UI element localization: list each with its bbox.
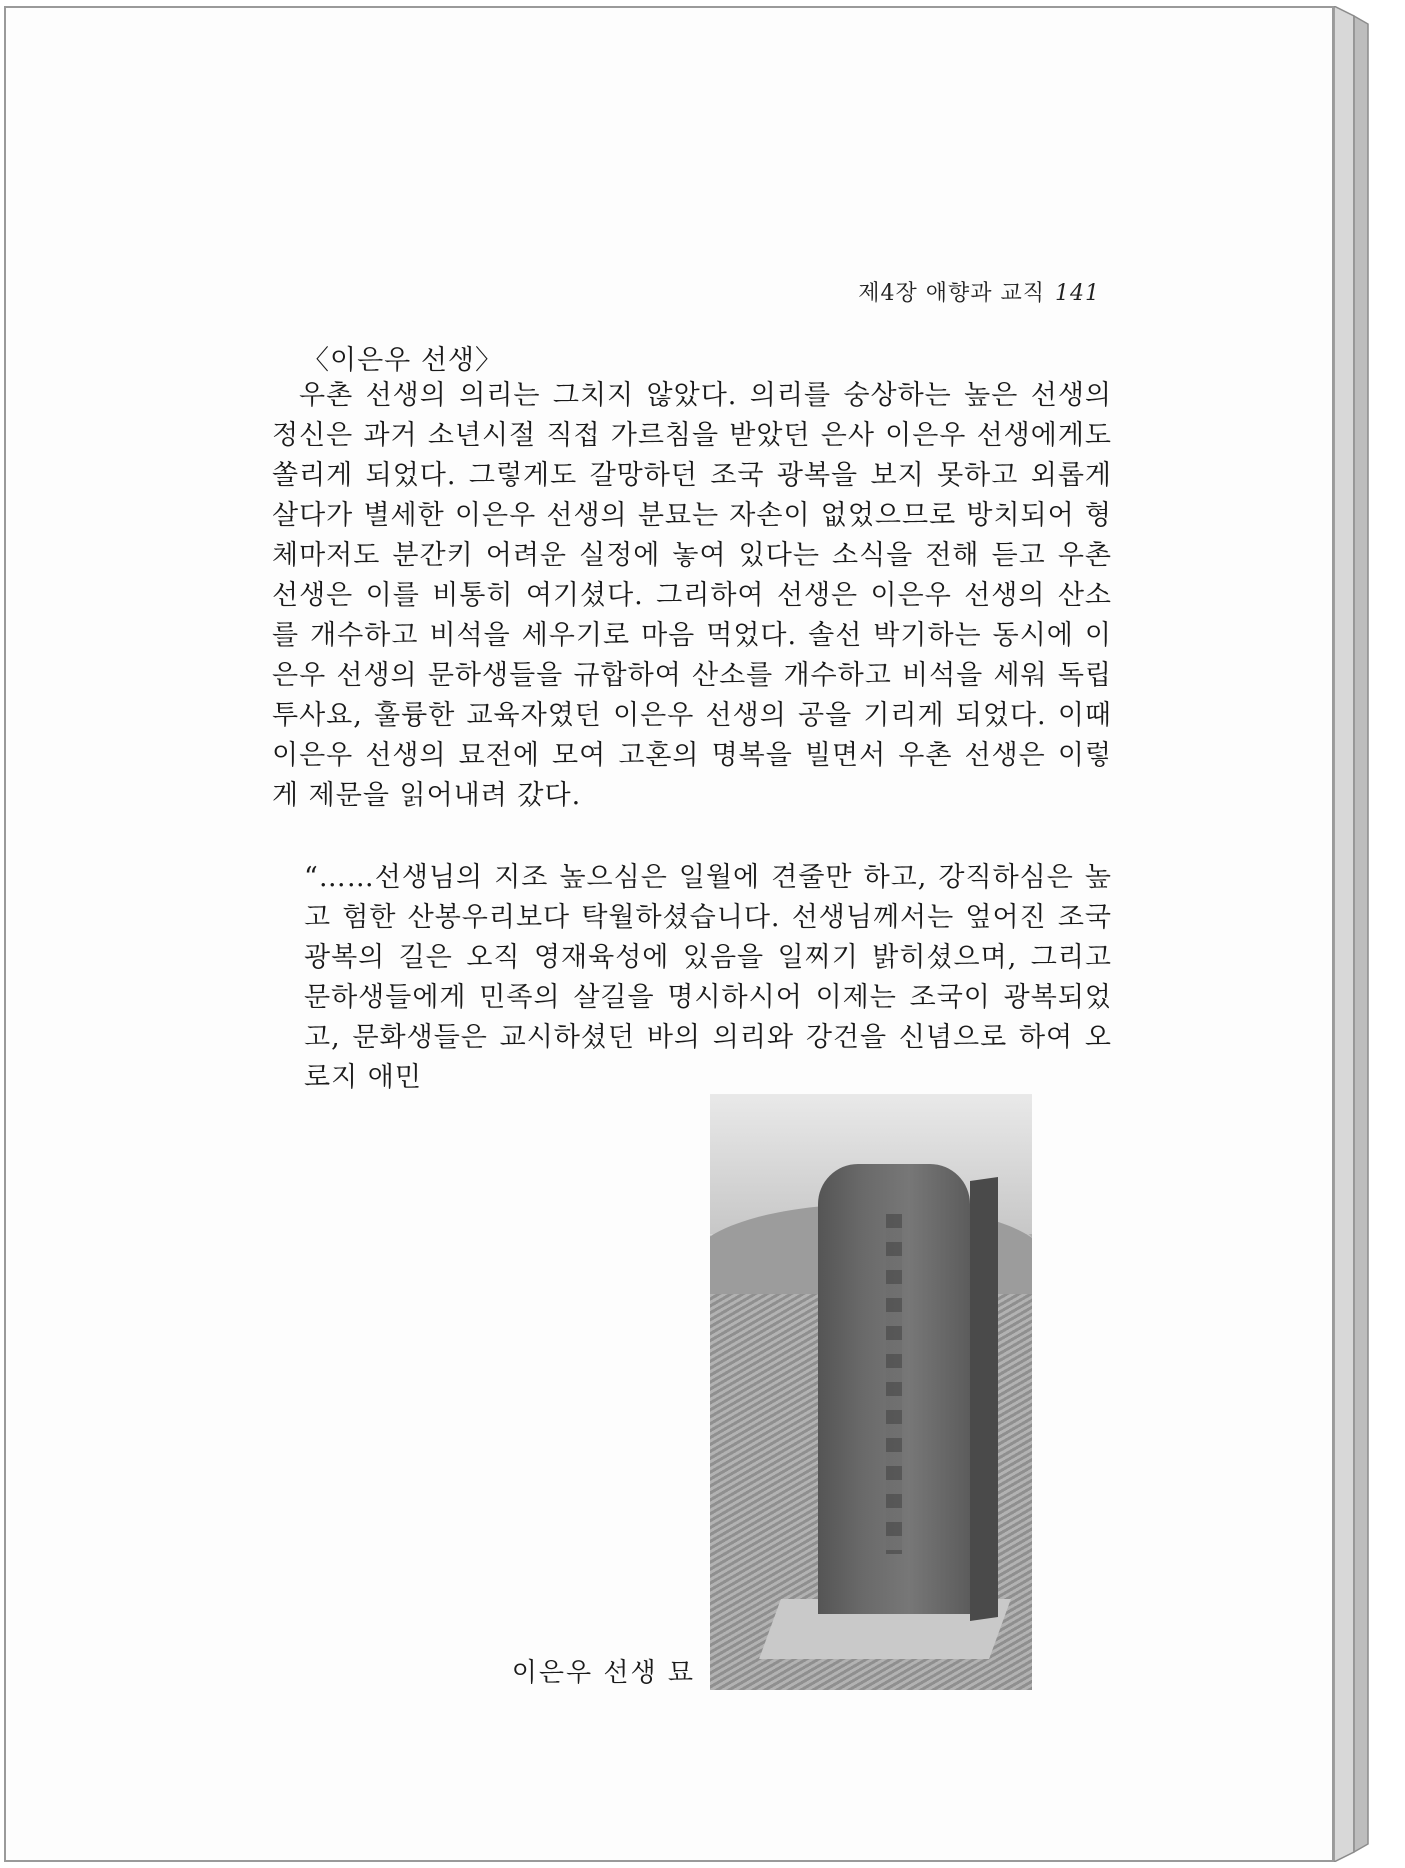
figure-caption: 이은우 선생 묘 xyxy=(511,1658,695,1688)
tombstone-side xyxy=(970,1177,998,1621)
running-header xyxy=(858,276,1100,307)
page-edge xyxy=(1334,6,1370,1862)
section-title: 〈이은우 선생〉 xyxy=(302,345,503,376)
body-paragraph: 우촌 선생의 의리는 그치지 않았다. 의리를 숭상하는 높은 선생의 정신은 과거 소년시절 직접 가르침을 받았던 은사 이은우 선생에게도 쏠리게 되었다. 그렇게도 갈망하던 조국 광복을 보지 못하고 외롭게 살다가 별세한 이은우 선생의 분묘는 자손이 없었으므로 방치되어 형체마저도 분간키 어려운 실정에 놓여 있다는 소식을 전해 듣고 우촌 선생은 이를 비통히 여기셨다. 그리하여 선생은 이은우 선생의 산소를 개수하고 비석을 세우기로 마음 먹었다. 솔선 박기하는 동시에 이은우 선생의 문하생들을 규합하여 산소를 개수하고 비석을 세워 독립투사요, 훌륭한 교육자였던 이은우 선생의 공을 기리게 되었다. 이때 이은우 선생의 묘전에 모여 고혼의 명복을 빌면서 우촌 선생은 이렇게 제문을 읽어내려 갔다. xyxy=(272,380,1112,811)
tombstone-photo xyxy=(710,1094,1032,1690)
tombstone-inscription xyxy=(886,1214,902,1554)
page-number: 141 xyxy=(1055,281,1100,306)
chapter-title: 제4장 애향과 교직 xyxy=(858,281,1045,306)
quote-paragraph: “……선생님의 지조 높으심은 일월에 견줄만 하고, 강직하심은 높고 험한 산봉우리보다 탁월하셨습니다. 선생님께서는 엎어진 조국 광복의 길은 오직 영재육성에 있음을 일찌기 밝히셨으며, 그리고 문하생들에게 민족의 살길을 명시하시어 이제는 조국이 광복되었고, 문화생들은 교시하셨던 바의 의리와 강건을 신념으로 하여 오로지 애민 xyxy=(304,862,1112,1093)
